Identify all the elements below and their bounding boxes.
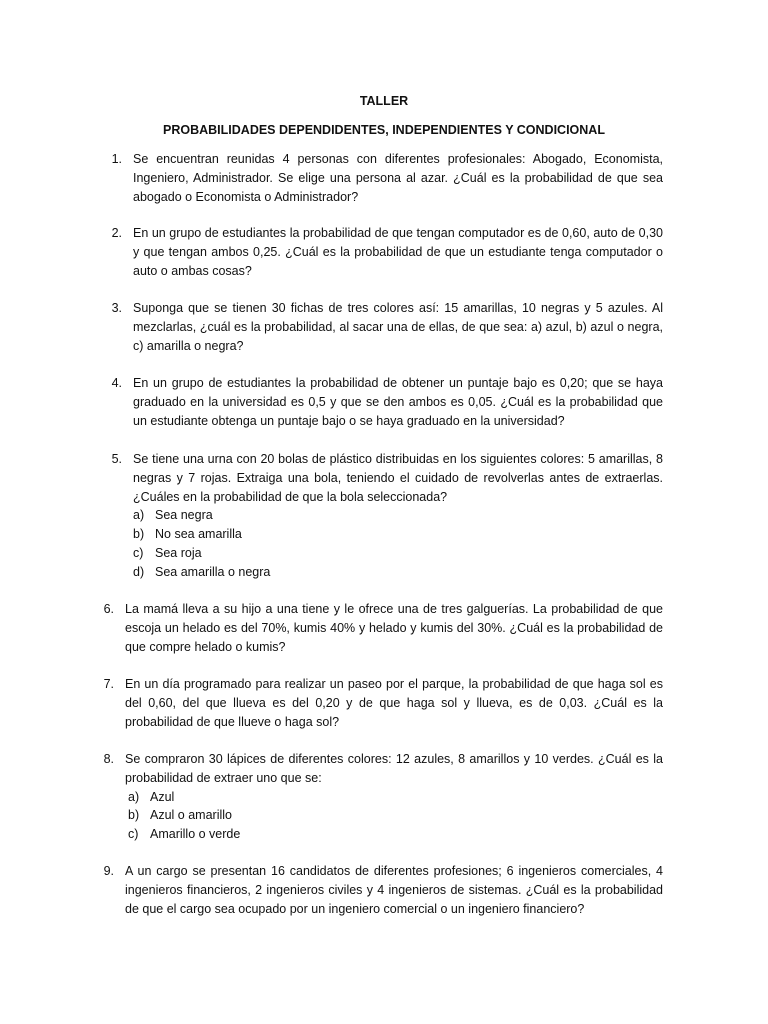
answer-option: b) Azul o amarillo (128, 808, 232, 823)
question-number: 4. (111, 376, 122, 390)
question-number: 8. (103, 752, 114, 766)
question-number: 3. (111, 301, 122, 315)
answer-option: c) Amarillo o verde (128, 827, 241, 842)
question-number: 5. (111, 452, 122, 466)
answer-option: c) Sea roja (133, 545, 202, 560)
question-text: Suponga que se tienen 30 fichas de tres colores así: 15 amarillas, 10 negras y 5 azules. Al mezclarlas, ¿cuál es la probabilidad, al sacar una de ellas, de que sea: a) azul, b) azul o negra, c) amarilla o negra? (133, 301, 663, 353)
question-text: En un grupo de estudiantes la probabilidad de obtener un puntaje bajo es 0,20; que se haya graduado en la universidad es 0,5 y que se den ambos es 0,05. ¿Cuál es la probabilidad que un estudiante obtenga un puntaje bajo o se haya graduado en la universidad? (133, 376, 663, 428)
answer-option: d) Sea amarilla o negra (133, 564, 271, 579)
question-text: Se compraron 30 lápices de diferentes colores: 12 azules, 8 amarillos y 10 verdes. ¿Cuál es la probabilidad de extraer uno que se: (125, 752, 663, 785)
question-number: 2. (111, 226, 122, 240)
question-text: En un grupo de estudiantes la probabilidad de que tengan computador es de 0,60, auto de 0,30 y que tengan ambos 0,25. ¿Cuál es la probabilidad de que un estudiante tenga computador o auto o ambas cosas? (133, 226, 663, 278)
question-number: 1. (111, 152, 122, 166)
answer-option: b) No sea amarilla (133, 527, 242, 542)
question-number: 9. (103, 864, 114, 878)
answer-option: a) Sea negra (133, 508, 213, 523)
answer-options (128, 788, 663, 844)
question-number: 6. (103, 602, 114, 616)
question-number: 7. (103, 677, 114, 691)
question-text: Se tiene una urna con 20 bolas de plástico distribuidas en los siguientes colores: 5 amarillas, 8 negras y 7 rojas. Extraiga una bola, teniendo el cuidado de revolverlas antes de extraerlas. ¿Cuáles en la probabilidad de que la bola seleccionada? (133, 452, 663, 504)
question-text: A un cargo se presentan 16 candidatos de diferentes profesiones; 6 ingenieros comerciales, 4 ingenieros financieros, 2 ingenieros civiles y 4 ingenieros de sistemas. ¿Cuál es la probabilidad de que el cargo sea ocupado por un ingeniero comercial o un ingeniero financiero? (125, 864, 663, 916)
document-title: TALLER (359, 94, 409, 108)
answer-option: a) Azul (128, 789, 175, 804)
document-subtitle: PROBABILIDADES DEPENDIDENTES, INDEPENDIENTES Y CONDICIONAL (163, 123, 605, 137)
answer-options (133, 506, 663, 581)
question-text: La mamá lleva a su hijo a una tiene y le ofrece una de tres galguerías. La probabilidad de que escoja un helado es del 70%, kumis 40% y helado y kumis del 30%. ¿Cuál es la probabilidad de que compre helado o kumis? (125, 602, 663, 654)
question-text: En un día programado para realizar un paseo por el parque, la probabilidad de que haga sol es del 0,60, del que llueva es del 0,20 y de que haga sol y llueva, es de 0,03. ¿Cuál es la probabilidad de que llueve o haga sol? (125, 677, 663, 729)
question-text: Se encuentran reunidas 4 personas con diferentes profesionales: Abogado, Economista, Ingeniero, Administrador. Se elige una persona al azar. ¿Cuál es la probabilidad de que sea abogado o Economista o Administrador? (133, 152, 663, 204)
